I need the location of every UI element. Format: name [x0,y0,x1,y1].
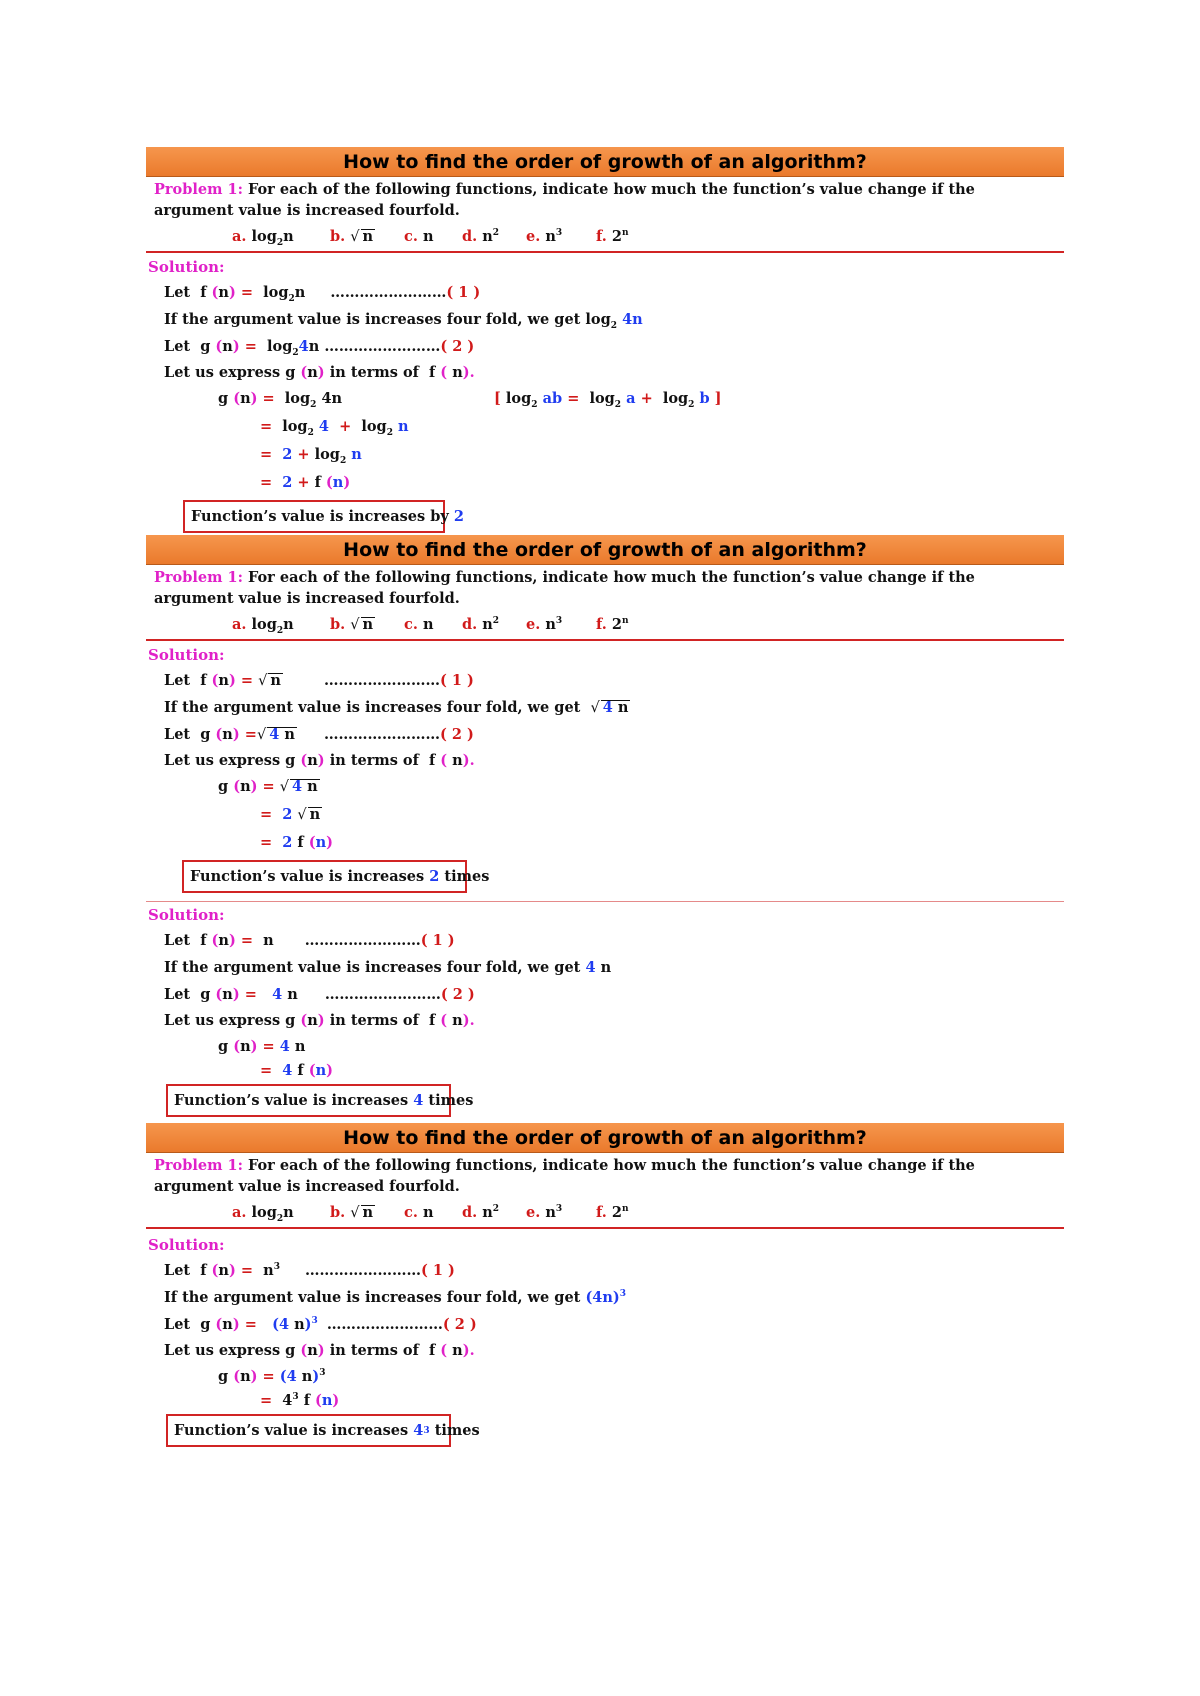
derivation-start: g (n) = √ 4 n [218,778,318,795]
argument-line: If the argument value is increases four fold, we get $(4n)^3$ [164,1289,627,1306]
equation-line-1: Let f $(n) = \log_2n$ ……………………( 1 ) [164,284,481,304]
divider [146,639,1064,641]
log-product-rule: [ $\log_2$ ab = $\log_2 a + \log_2 b$ ] [494,390,722,410]
derivation-start: g (n) = 4 n [218,1038,306,1055]
derivation-step-2: = $2 + \log_2 n$ [260,446,362,466]
option-f: f. 2$^n$ [596,228,629,245]
express-line: Let us express g (n) in terms of f ( n). [164,1342,475,1359]
problem-statement: Problem 1: For each of the following functions, indicate how much the function’s value change if the argument value is increased fourfold. [154,569,975,607]
result-box: Function’s value is increases 2 times [182,860,467,893]
derivation-start: g (n) = (4 n)$^3$ [218,1368,326,1385]
option-b: b. √ n [330,228,374,245]
express-line: Let us express g (n) in terms of f ( n). [164,1012,475,1029]
equation-line-1: Let f (n) = n ……………………( 1 ) [164,932,455,949]
argument-line: If the argument value is increases four fold, we get √ 4 n [164,699,629,716]
result-box: Function’s value is increases 4 3 times [166,1414,451,1447]
express-line: Let us express g (n) in terms of f ( n). [164,364,475,381]
derivation-step-1: = $\log_2 4 + \log_2 n$ [260,418,409,438]
section-banner: How to find the order of growth of an algorithm? [146,1123,1064,1153]
option-d: d. $n^2$ [462,228,500,245]
solution-label: Solution: [148,906,225,924]
express-line: Let us express g (n) in terms of f ( n). [164,752,475,769]
equation-line-2: Let g (n) = 4 n ……………………( 2 ) [164,986,475,1003]
derivation-step-3: = 2 + f (n) [260,474,351,491]
option-a: a. $\log_2n$ [232,228,294,248]
divider [146,1227,1064,1229]
section-banner: How to find the order of growth of an algorithm? [146,535,1064,565]
result-box: Function’s value is increases by 2 [183,500,445,533]
option-c: c. n [404,228,434,245]
argument-line: If the argument value is increases four fold, we get 4 n [164,959,612,976]
equation-line-2: Let g $(n) = \log_24n$ ……………………( 2 ) [164,338,475,358]
equation-line-2: Let g (n) = (4 n)$^3$ ……………………( 2 ) [164,1316,477,1333]
solution-label: Solution: [148,646,225,664]
solution-label: Solution: [148,1236,225,1254]
divider [146,251,1064,253]
problem-text: For each of the following functions, indicate how much the function’s value change if the argument value is increased fourfold. [154,181,975,219]
section-banner: How to find the order of growth of an algorithm? [146,147,1064,177]
problem-statement: Problem 1: For each of the following functions, indicate how much the function’s value change if the argument value is increased fourfold. [154,1157,975,1195]
equation-line-1: Let f (n) = √ n ……………………( 1 ) [164,672,474,689]
derivation-step-2: = 2 f (n) [260,834,333,851]
derivation-step-1: = 2 √ n [260,806,321,823]
result-box: Function’s value is increases 4 times [166,1084,451,1117]
divider [146,901,1064,902]
derivation-step-1: = $4^3$ f (n) [260,1392,340,1409]
option-e: e. $n^3$ [526,228,563,245]
derivation-start: g $(n) = \log_2 4n$ [218,390,343,410]
argument-line: If the argument value is increases four fold, we get $\log_2 4n$ [164,311,643,331]
equation-line-2: Let g (n) =√ 4 n ……………………( 2 ) [164,726,474,743]
solution-label: Solution: [148,258,225,276]
problem-label: Problem 1: [154,181,243,198]
equation-line-1: Let f $(n) = n^3$ ……………………( 1 ) [164,1262,455,1279]
derivation-step-1: = 4 f (n) [260,1062,333,1079]
problem-statement [154,179,1044,221]
